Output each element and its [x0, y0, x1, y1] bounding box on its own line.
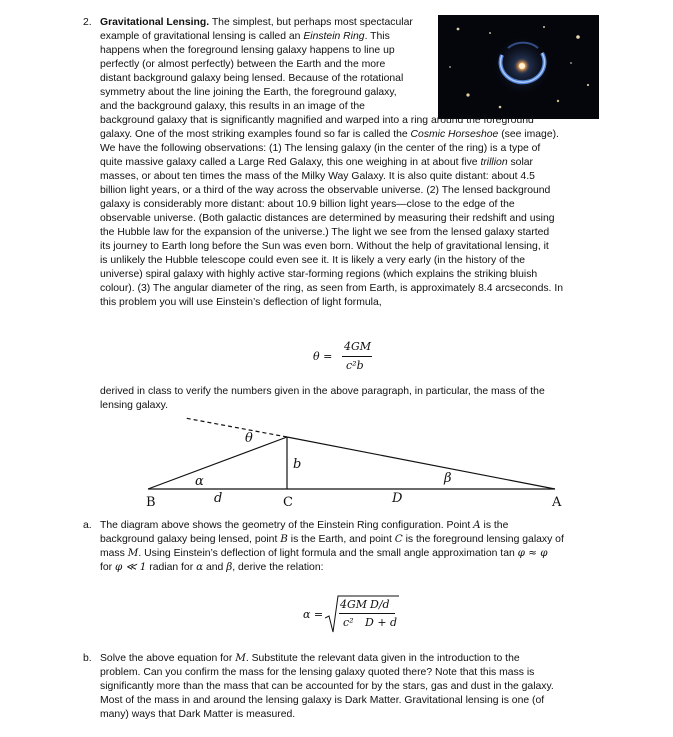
derived-line-2: lensing galaxy.	[100, 400, 168, 411]
part-b-line-5: many) ways that Dark Matter is measured.	[100, 709, 296, 720]
ray-earth-to-lens	[148, 437, 287, 489]
para-line-1: background galaxy that is significantly magnified and warped into a ring around the foreground	[100, 115, 534, 126]
part-b-line-2: problem. Can you confirm the mass for the lensing galaxy quoted there? Note that this mass is	[100, 667, 535, 678]
para-line-9: the Hubble law for the expansion of the universe.) The light we see from the lensed galaxy started	[100, 227, 550, 238]
para-line-2: galaxy. One of the most striking examples found so far is called the Cosmic Horseshoe (see image).	[100, 129, 559, 140]
cosmic-horseshoe-term: Cosmic Horseshoe	[410, 129, 499, 140]
formula2-num-1: 4GM	[340, 598, 368, 611]
part-a-line-1: The diagram above shows the geometry of the Einstein Ring configuration. Point A is the	[100, 519, 509, 531]
label-theta: θ	[245, 431, 253, 446]
problem-title: Gravitational Lensing.	[100, 17, 210, 28]
para-line-6: billion light years, or a third of the way across the observable universe. (2) The lensed background	[100, 185, 551, 196]
label-A: A	[552, 495, 562, 510]
part-a-line-3: mass M. Using Einstein’s deflection of light formula and the small angle approximation tan φ ≈ φ	[100, 547, 548, 559]
intro-line-2: example of gravitational lensing is called an Einstein Ring. This	[100, 31, 390, 42]
alpha-relation-formula	[303, 594, 403, 636]
formula2-den-2: D + d	[365, 616, 398, 629]
intro-line-7: and the background galaxy, this results in an image of the	[100, 101, 365, 112]
intro-text: The simplest, but perhaps most spectacular	[209, 17, 413, 28]
label-D: D	[392, 491, 403, 506]
para-line-7: galaxy is considerably more distant: about 10.9 billion light years—close to the edge of the	[100, 199, 515, 210]
intro-line-6: symmetry about the line joining the Earth, the foreground galaxy,	[100, 87, 397, 98]
part-b-line-3: significantly more than the mass that can be accounted for by the stars, gas and dust in the galaxy.	[100, 681, 554, 692]
formula2-den-1: c²	[343, 616, 354, 629]
part-a-line-4: for φ ≪ 1 radian for α and β, derive the relation:	[100, 561, 324, 573]
part-b-line-1: Solve the above equation for M. Substitute the relevant data given in the introduction to the	[100, 652, 520, 664]
derived-line-1: derived in class to verify the numbers given in the above paragraph, in particular, the mass of the	[100, 386, 545, 397]
formula-numerator: 4GM	[344, 340, 372, 353]
problem-number: 2.	[83, 17, 92, 28]
trillion-term: trillion	[480, 157, 508, 168]
intro-line-4: perfectly (or almost perfectly) between the Earth and the more	[100, 59, 386, 70]
formula2-lhs: α =	[303, 608, 324, 621]
part-b-line-4: Most of the mass in and around the lensing galaxy is Dark Matter. Gravitational lensing is one (of	[100, 695, 545, 706]
para-line-3: We have the following observations: (1) The lensing galaxy (in the center of the ring) is a type of	[100, 143, 541, 154]
para-line-5: masses, or about ten times the mass of the Milky Way Galaxy. It is also quite distant: about 4.5	[100, 171, 535, 182]
para-line-10: its journey to Earth long before the Sun was even born. Without the help of gravitational lensing, it	[100, 241, 549, 252]
label-C: C	[283, 495, 293, 510]
part-a-label: a.	[83, 520, 92, 531]
formula-denominator: c²b	[346, 359, 364, 372]
para-line-13: colour). (3) The angular diameter of the ring, as seen from Earth, is approximately 8.4 arcseconds. In	[100, 283, 563, 294]
ray-lens-to-source	[287, 437, 555, 489]
label-B: B	[146, 495, 156, 510]
part-b-label: b.	[83, 653, 92, 664]
para-line-4: quite massive galaxy called a Large Red Galaxy, this one weighing in at about five trillion solar	[100, 157, 534, 168]
dashed-extension	[185, 418, 287, 437]
para-line-14: this problem you will use Einstein’s deflection of light formula,	[100, 297, 382, 308]
para-line-11: is unlikely the Hubble telescope could even see it. It is likely a very early (in the history of the	[100, 255, 526, 266]
einstein-ring-term: Einstein Ring	[303, 31, 365, 42]
label-b: b	[293, 457, 302, 472]
intro-line-3: happens when the foreground lensing galaxy happens to line up	[100, 45, 395, 56]
formula2-num-2: D/d	[370, 598, 390, 611]
intro-line-5: distant background galaxy being lensed. Because of the rotational	[100, 73, 404, 84]
formula-lhs: θ =	[313, 350, 333, 363]
fraction-bar-2	[339, 613, 395, 614]
para-line-12: universe) spiral galaxy with highly active star-forming regions (which explains the striking bluish	[100, 269, 538, 280]
label-d: d	[214, 491, 223, 506]
label-alpha: α	[195, 474, 204, 489]
para-line-8: observable universe. (Both galactic distances are determined by measuring their redshift and using	[100, 213, 555, 224]
part-a-line-2: background galaxy being lensed, point B is the Earth, and point C is the foreground lensing galaxy of	[100, 533, 564, 545]
label-beta: β	[444, 471, 452, 486]
